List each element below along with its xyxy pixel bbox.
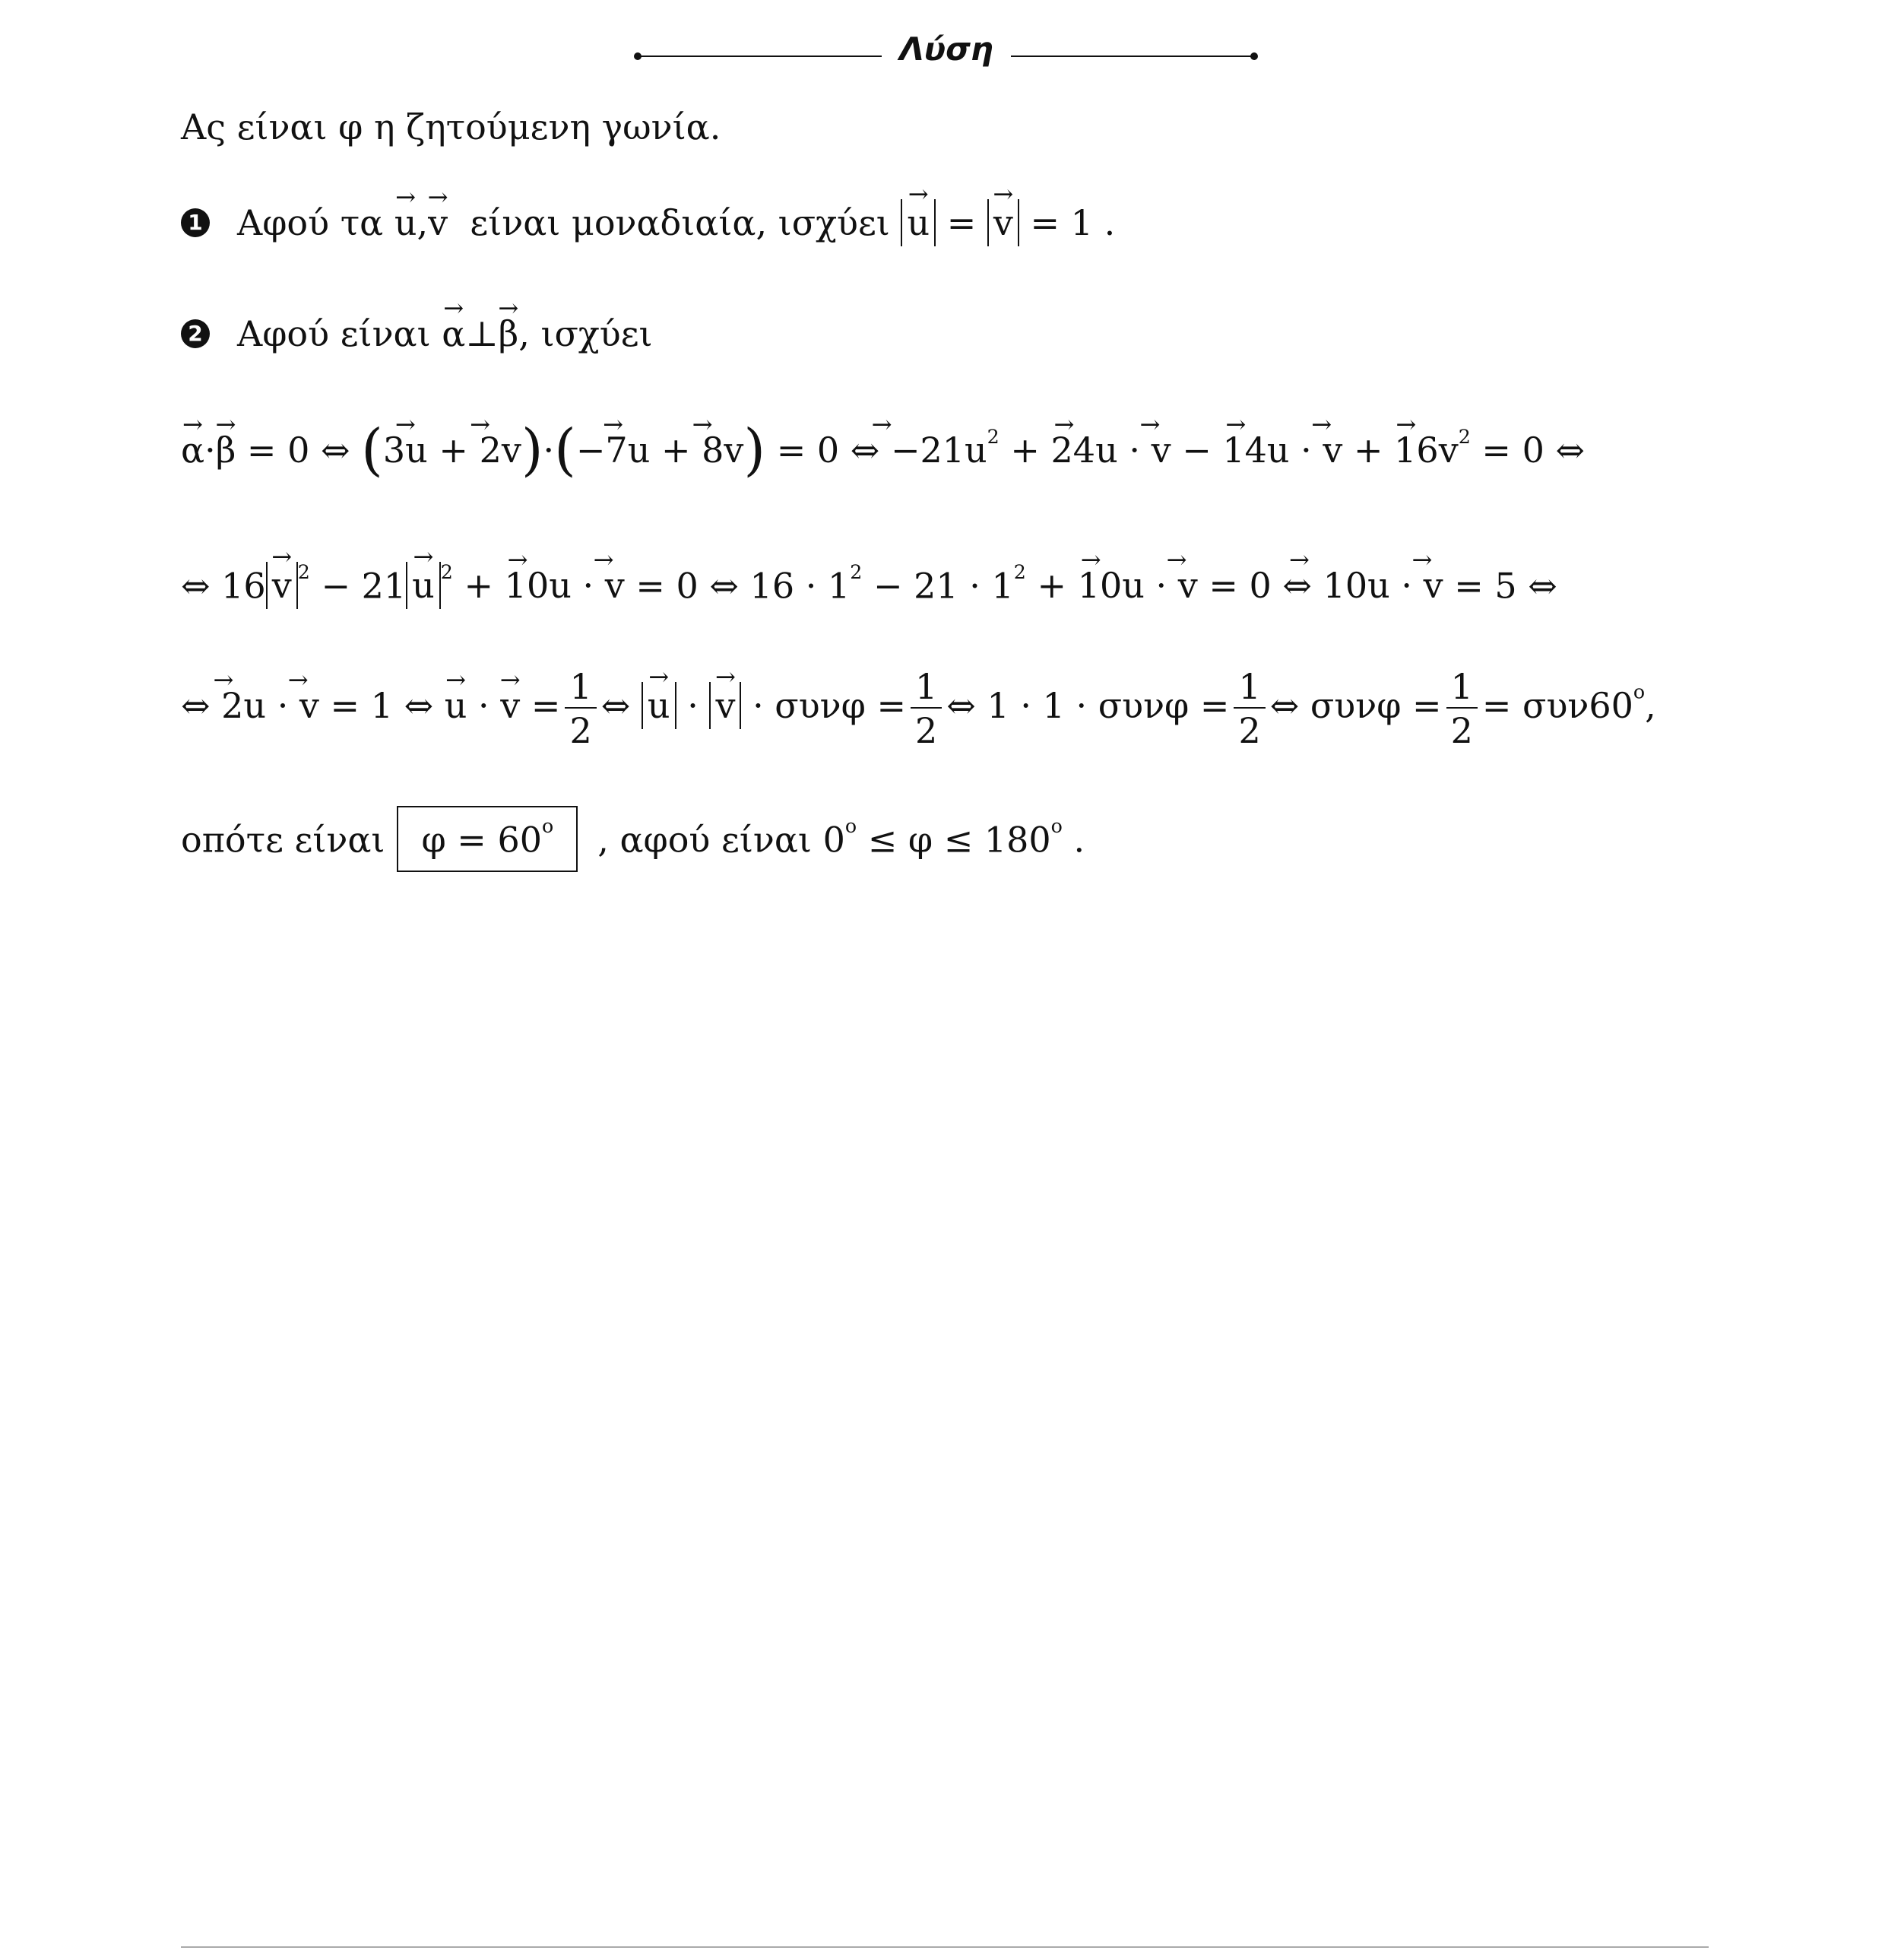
eq2-part8: → · v — [1155, 565, 1197, 606]
eq1-term1: → 3u — [383, 430, 428, 471]
eq1-term1b: → + 2v — [439, 430, 521, 471]
fraction-one-half — [1234, 666, 1265, 751]
step1-text2: είναι μοναδιαία, ισχύει — [470, 202, 890, 243]
frac-den: 2 — [1238, 710, 1261, 751]
equation-line-1 — [181, 418, 1585, 483]
eq1-beta: → β — [216, 430, 236, 471]
frac-num: 1 — [1234, 669, 1265, 709]
eq3-v: → v — [500, 685, 520, 726]
eq3-abs-v: → v — [709, 682, 741, 729]
eq1-term2: → −7u — [576, 430, 650, 471]
eq3-comma: , — [1645, 685, 1656, 726]
eq1-part8: = 0 ⇔ — [1481, 430, 1586, 471]
vector-alpha: → α — [442, 313, 465, 354]
eq1-square2: 2 — [1458, 425, 1471, 448]
eq2-part4: → · v — [582, 565, 624, 606]
eq3-part1: → ⇔ 2u — [181, 685, 266, 726]
frac-num: 1 — [911, 669, 942, 709]
step2-text2: , ισχύει — [518, 313, 653, 354]
eq1-part7: → + 16v — [1354, 430, 1459, 471]
eq1-rparen1: ) — [521, 418, 543, 483]
eq2-part7: → + 10u — [1038, 565, 1145, 606]
eq1-alpha: → α — [181, 430, 204, 471]
eq3-degree: ο — [1633, 680, 1646, 703]
eq2-part2: − 21 — [321, 565, 407, 607]
eq2-part9: → = 0 ⇔ 10u — [1209, 565, 1389, 606]
eq3-part11: = συν60 — [1481, 685, 1633, 726]
eq3-part7: · — [687, 685, 699, 726]
eq1-term2b: → + 8v — [661, 430, 743, 471]
eq2-part6: − 21 · 1 — [873, 565, 1014, 607]
eq3-part10: ⇔ συνφ = — [1269, 685, 1442, 726]
heading-right-dot — [1250, 52, 1258, 60]
vector-u: → u — [394, 202, 417, 243]
eq2-square4: 2 — [1013, 561, 1026, 583]
eq3-part3: = 1 ⇔ — [330, 685, 434, 726]
eq1-part5: → − 14u — [1182, 430, 1289, 471]
eq1-lparen2: ( — [554, 418, 576, 483]
conclusion-tail: . — [1073, 819, 1085, 861]
frac-num: 1 — [565, 669, 596, 709]
equation-line-3 — [181, 666, 1656, 751]
boxed-answer-text: φ = 60 — [421, 819, 542, 861]
eq1-mid: · — [543, 430, 555, 471]
bullet-two-icon: 2 — [181, 319, 210, 348]
perp-symbol: ⊥ — [465, 313, 499, 354]
equation-line-2 — [181, 561, 1557, 609]
eq1-part6: → · v — [1300, 430, 1342, 471]
frac-den: 2 — [1450, 710, 1473, 751]
eq3-part5: = — [531, 685, 561, 726]
eq1-lparen1: ( — [361, 418, 383, 483]
eq1-part2: → = 0 ⇔ −21u — [777, 430, 987, 471]
eq2-part3: → + 10u — [464, 565, 572, 606]
heading-right-rule — [1011, 56, 1254, 57]
eq1-part4: → · v — [1129, 430, 1171, 471]
conclusion-text3: ≤ φ ≤ 180 — [867, 819, 1051, 861]
eq1-rparen2: ) — [743, 418, 766, 483]
step2-line — [181, 313, 653, 354]
eq3-u: → u — [445, 685, 467, 726]
eq2-abs-v: → v — [266, 562, 298, 609]
eq3-part4: · — [478, 685, 489, 726]
step1-line — [181, 199, 1115, 246]
fraction-one-half — [1446, 666, 1478, 751]
frac-den: 2 — [569, 710, 592, 751]
footer-rule — [181, 1946, 1709, 1948]
vector-v: → v — [428, 202, 448, 243]
eq2-square2: 2 — [440, 561, 453, 583]
eq3-part8: · συνφ = — [752, 685, 907, 726]
conclusion-text: οπότε είναι — [181, 819, 385, 861]
step1-text: Αφού τα — [237, 202, 384, 243]
frac-den: 2 — [915, 710, 938, 751]
heading-left-rule — [638, 56, 882, 57]
fraction-one-half — [565, 666, 596, 751]
frac-num: 1 — [1446, 669, 1478, 709]
eq1-part3: → + 24u — [1010, 430, 1117, 471]
heading-title: Λύση — [899, 30, 993, 68]
eq2-part1: ⇔ 16 — [181, 565, 266, 607]
eq3-abs-u: → u — [642, 682, 676, 729]
step2-text: Αφού είναι — [237, 313, 431, 354]
conclusion-degree2: ο — [844, 815, 857, 837]
eq1-part1: = 0 ⇔ — [246, 430, 350, 471]
abs-u: → u — [901, 199, 936, 246]
boxed-degree: ο — [541, 815, 554, 837]
eq1-dot: · — [204, 430, 216, 471]
conclusion-text2: , αφού είναι 0 — [597, 819, 845, 861]
conclusion-degree3: ο — [1050, 815, 1063, 837]
eq2-part10: → · v — [1401, 565, 1443, 606]
bullet-one-icon: 1 — [181, 208, 210, 237]
eq2-part11: = 5 ⇔ — [1454, 565, 1557, 607]
eq3-part9: ⇔ 1 · 1 · συνφ = — [946, 685, 1230, 726]
eq2-square1: 2 — [297, 561, 310, 583]
eq1-square1: 2 — [987, 425, 1000, 448]
step1-comma: , — [417, 202, 429, 243]
eq2-square3: 2 — [850, 561, 863, 583]
fraction-one-half — [911, 666, 942, 751]
conclusion-line — [181, 806, 1085, 872]
eq3-part2: → · v — [277, 685, 319, 726]
vector-beta: → β — [499, 313, 519, 354]
abs-v: → v — [987, 199, 1019, 246]
solution-heading — [631, 30, 1262, 84]
intro-line: Ας είναι φ η ζητούμενη γωνία. — [181, 106, 721, 147]
eq2-abs-u: → u — [406, 562, 441, 609]
eq3-part6: ⇔ — [600, 685, 631, 726]
boxed-answer — [397, 806, 578, 872]
step1-equals: = — [946, 202, 977, 243]
step1-tail: = 1 . — [1030, 202, 1116, 243]
eq2-part5: = 0 ⇔ 16 · 1 — [635, 565, 851, 607]
